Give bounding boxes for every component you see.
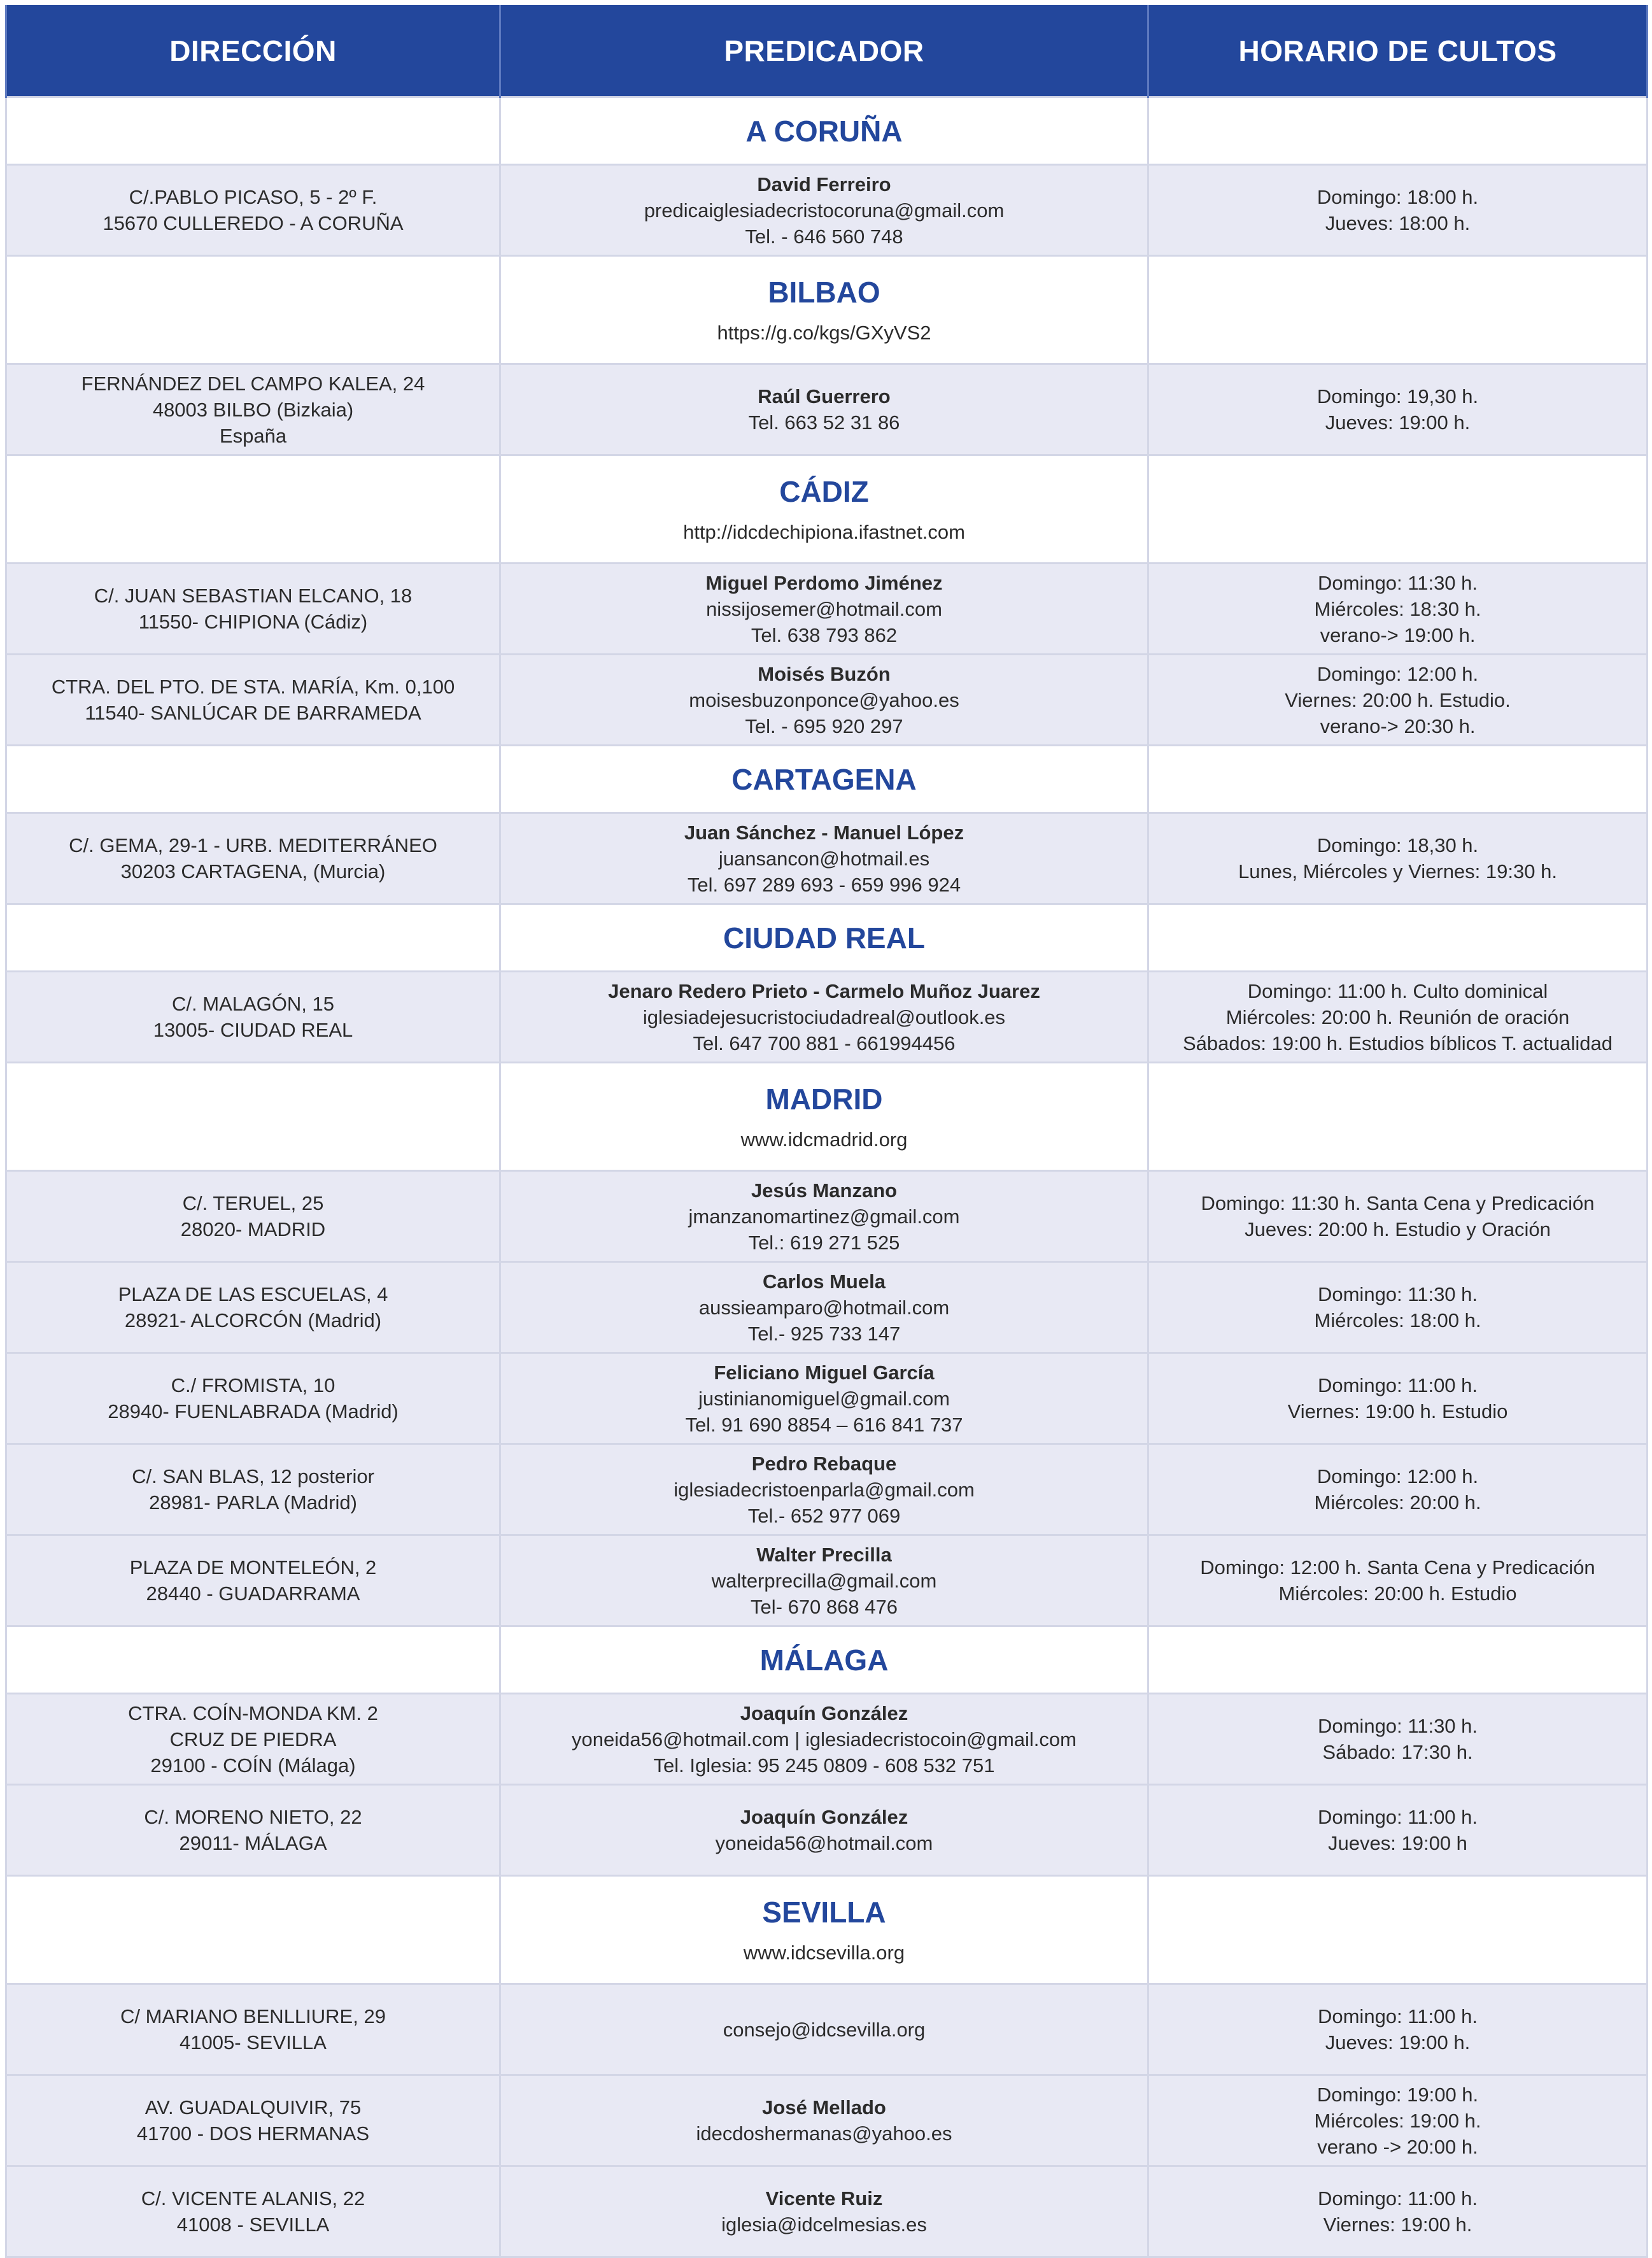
table-row <box>6 1785 1648 1876</box>
schedule-line: Sábado: 17:30 h. <box>1322 1741 1473 1763</box>
preacher-cell <box>500 1262 1148 1353</box>
table-row <box>6 1444 1648 1535</box>
city-row-spacer <box>1148 1626 1648 1694</box>
address-line: 29100 - COÍN (Málaga) <box>150 1754 356 1777</box>
preacher-cell <box>500 813 1148 904</box>
preacher-cell <box>500 1694 1148 1785</box>
address-cell <box>6 1444 500 1535</box>
city-name: CÁDIZ <box>779 474 869 508</box>
schedule-line: Viernes: 20:00 h. Estudio. <box>1285 688 1511 711</box>
table-row <box>6 564 1648 655</box>
city-heading <box>500 1626 1148 1694</box>
preacher-cell <box>500 655 1148 746</box>
address-line: CTRA. COÍN-MONDA KM. 2 <box>128 1701 378 1724</box>
preacher-email[interactable]: walterprecilla@gmail.com <box>711 1569 937 1592</box>
city-name: A CORUÑA <box>745 114 903 148</box>
address-cell <box>6 1785 500 1876</box>
preacher-name: Raúl Guerrero <box>758 385 891 408</box>
preacher-name: Vicente Ruiz <box>765 2187 883 2210</box>
schedule-line: Miércoles: 18:30 h. <box>1314 597 1481 620</box>
preacher-phone: Tel.- 652 977 069 <box>747 1504 901 1527</box>
schedule-line: Jueves: 19:00 h. <box>1325 2031 1471 2054</box>
schedule-cell <box>1148 1444 1648 1535</box>
table-row <box>6 165 1648 256</box>
address-cell <box>6 364 500 455</box>
schedule-line: Lunes, Miércoles y Viernes: 19:30 h. <box>1238 860 1557 883</box>
schedule-line: Domingo: 11:00 h. <box>1317 2005 1478 2027</box>
schedule-cell <box>1148 364 1648 455</box>
address-line: 41008 - SEVILLA <box>176 2213 330 2236</box>
preacher-email[interactable]: justinianomiguel@gmail.com <box>698 1387 950 1410</box>
preacher-name: Joaquín González <box>740 1701 908 1724</box>
schedule-line: Miércoles: 20:00 h. Reunión de oración <box>1225 1005 1570 1028</box>
church-directory <box>5 5 1646 2258</box>
city-heading <box>500 904 1148 972</box>
schedule-line: Jueves: 19:00 h <box>1328 1832 1467 1854</box>
address-cell <box>6 813 500 904</box>
preacher-name: David Ferreiro <box>757 173 891 195</box>
city-row-spacer <box>6 455 500 564</box>
address-line: C/. MORENO NIETO, 22 <box>144 1806 362 1828</box>
header-row <box>6 5 1648 97</box>
schedule-line: verano-> 19:00 h. <box>1320 623 1476 646</box>
schedule-line: Domingo: 12:00 h. <box>1317 662 1479 685</box>
preacher-name: Jesús Manzano <box>751 1179 898 1202</box>
address-line: España <box>219 424 287 447</box>
schedule-cell <box>1148 972 1648 1063</box>
preacher-email[interactable]: iglesiadecristoenparla@gmail.com <box>674 1478 975 1501</box>
schedule-cell <box>1148 165 1648 256</box>
address-line: 28981- PARLA (Madrid) <box>149 1491 357 1514</box>
preacher-cell <box>500 2075 1148 2166</box>
preacher-email[interactable]: aussieamparo@hotmail.com <box>698 1296 950 1319</box>
table-row <box>6 1984 1648 2075</box>
table-row <box>6 655 1648 746</box>
schedule-line: verano-> 20:30 h. <box>1320 714 1476 737</box>
preacher-email[interactable]: idecdoshermanas@yahoo.es <box>696 2122 952 2145</box>
city-heading <box>500 256 1148 364</box>
schedule-line: Domingo: 11:00 h. <box>1317 1374 1478 1396</box>
city-row-spacer <box>6 97 500 165</box>
schedule-line: verano -> 20:00 h. <box>1317 2135 1478 2158</box>
preacher-phone: Tel. Iglesia: 95 245 0809 - 608 532 751 <box>653 1754 995 1777</box>
schedule-cell <box>1148 1785 1648 1876</box>
preacher-cell <box>500 1171 1148 1262</box>
address-line: C./ FROMISTA, 10 <box>171 1374 335 1396</box>
preacher-email[interactable]: jmanzanomartinez@gmail.com <box>688 1205 960 1228</box>
address-line: C/.PABLO PICASO, 5 - 2º F. <box>129 186 378 208</box>
address-line: 41005- SEVILLA <box>180 2031 327 2054</box>
city-row <box>6 1626 1648 1694</box>
table-row <box>6 813 1648 904</box>
city-row-spacer <box>6 1876 500 1984</box>
schedule-cell <box>1148 1171 1648 1262</box>
city-name: MÁLAGA <box>759 1643 889 1677</box>
preacher-phone: Tel. 663 52 31 86 <box>748 411 900 434</box>
preacher-name: José Mellado <box>762 2096 886 2119</box>
schedule-cell <box>1148 564 1648 655</box>
preacher-email[interactable]: iglesiadejesucristociudadreal@outlook.es <box>642 1005 1006 1028</box>
preacher-email[interactable]: iglesia@idcelmesias.es <box>721 2213 927 2236</box>
address-line: 11550- CHIPIONA (Cádiz) <box>138 611 368 633</box>
directory-table <box>5 5 1648 2258</box>
address-line: 48003 BILBO (Bizkaia) <box>152 398 354 421</box>
preacher-cell <box>500 1444 1148 1535</box>
preacher-email[interactable]: consejo@idcsevilla.org <box>723 2018 926 2041</box>
address-line: C/. JUAN SEBASTIAN ELCANO, 18 <box>94 585 413 607</box>
city-row <box>6 455 1648 564</box>
schedule-line: Domingo: 19,30 h. <box>1317 385 1479 408</box>
schedule-line: Domingo: 11:30 h. <box>1317 1283 1478 1305</box>
schedule-cell <box>1148 1694 1648 1785</box>
city-row <box>6 97 1648 165</box>
address-line: C/. VICENTE ALANIS, 22 <box>141 2187 365 2210</box>
schedule-line: Domingo: 12:00 h. Santa Cena y Predicación <box>1200 1556 1595 1579</box>
address-line: C/. MALAGÓN, 15 <box>172 993 334 1015</box>
schedule-cell <box>1148 813 1648 904</box>
preacher-name: Joaquín González <box>740 1806 908 1828</box>
city-row-spacer <box>1148 455 1648 564</box>
schedule-line: Domingo: 12:00 h. <box>1317 1465 1479 1488</box>
city-heading <box>500 746 1148 813</box>
city-row-spacer <box>1148 97 1648 165</box>
table-row <box>6 1353 1648 1444</box>
address-line: 15670 CULLEREDO - A CORUÑA <box>102 212 404 234</box>
table-row <box>6 1694 1648 1785</box>
address-cell <box>6 1984 500 2075</box>
preacher-phone: Tel. - 695 920 297 <box>745 714 903 737</box>
address-cell <box>6 1353 500 1444</box>
address-line: 29011- MÁLAGA <box>179 1832 327 1854</box>
address-line: 11540- SANLÚCAR DE BARRAMEDA <box>85 702 421 724</box>
preacher-cell <box>500 1353 1148 1444</box>
preacher-email[interactable]: nissijosemer@hotmail.com <box>706 597 942 620</box>
address-line: 41700 - DOS HERMANAS <box>136 2122 370 2145</box>
schedule-cell <box>1148 1353 1648 1444</box>
city-website-link[interactable]: www.idcmadrid.org <box>740 1128 908 1151</box>
schedule-line: Domingo: 18,30 h. <box>1317 834 1479 856</box>
city-name: SEVILLA <box>762 1895 886 1929</box>
table-row <box>6 364 1648 455</box>
city-row-spacer <box>6 1626 500 1694</box>
address-line: 28940- FUENLABRADA (Madrid) <box>108 1400 399 1423</box>
preacher-email[interactable]: predicaiglesiadecristocoruna@gmail.com <box>644 199 1005 222</box>
header-schedule: HORARIO DE CULTOS <box>1148 5 1648 97</box>
preacher-name: Feliciano Miguel García <box>714 1361 935 1384</box>
city-row-spacer <box>1148 256 1648 364</box>
city-row-spacer <box>6 746 500 813</box>
preacher-phone: Tel. - 646 560 748 <box>745 225 903 248</box>
city-row-spacer <box>6 904 500 972</box>
preacher-name: Pedro Rebaque <box>751 1452 897 1475</box>
preacher-cell <box>500 1785 1148 1876</box>
schedule-line: Miércoles: 20:00 h. <box>1314 1491 1481 1514</box>
address-line: CRUZ DE PIEDRA <box>169 1728 337 1750</box>
address-line: 28921- ALCORCÓN (Madrid) <box>124 1309 382 1331</box>
schedule-line: Viernes: 19:00 h. Estudio <box>1287 1400 1508 1423</box>
schedule-line: Domingo: 11:30 h. <box>1317 1715 1478 1737</box>
city-row-spacer <box>1148 904 1648 972</box>
city-name: CIUDAD REAL <box>723 921 925 955</box>
directory-body <box>6 97 1648 2257</box>
address-cell <box>6 972 500 1063</box>
preacher-phone: Tel.- 925 733 147 <box>747 1322 901 1345</box>
preacher-phone: Tel- 670 868 476 <box>751 1595 898 1618</box>
header-address: DIRECCIÓN <box>6 5 500 97</box>
schedule-cell <box>1148 1262 1648 1353</box>
preacher-cell <box>500 165 1148 256</box>
address-cell <box>6 655 500 746</box>
address-cell <box>6 1262 500 1353</box>
address-line: CTRA. DEL PTO. DE STA. MARÍA, Km. 0,100 <box>51 676 455 698</box>
city-row-spacer <box>1148 746 1648 813</box>
preacher-phone: Tel. 638 793 862 <box>751 623 898 646</box>
schedule-line: Viernes: 19:00 h. <box>1323 2213 1472 2236</box>
preacher-name: Jenaro Redero Prieto - Carmelo Muñoz Juarez <box>608 979 1040 1002</box>
city-heading <box>500 1063 1148 1171</box>
preacher-phone: Tel.: 619 271 525 <box>748 1231 900 1254</box>
city-row <box>6 256 1648 364</box>
address-cell <box>6 1535 500 1626</box>
city-website-link[interactable]: www.idcsevilla.org <box>743 1941 905 1964</box>
address-cell <box>6 2075 500 2166</box>
schedule-line: Domingo: 11:00 h. <box>1317 2187 1478 2210</box>
preacher-phone: Tel. 91 690 8854 – 616 841 737 <box>685 1413 963 1436</box>
address-line: AV. GUADALQUIVIR, 75 <box>145 2096 362 2119</box>
city-row-spacer <box>1148 1876 1648 1984</box>
city-heading <box>500 455 1148 564</box>
address-line: 30203 CARTAGENA, (Murcia) <box>120 860 386 883</box>
schedule-line: Miércoles: 20:00 h. Estudio <box>1278 1582 1517 1605</box>
address-line: C/. GEMA, 29-1 - URB. MEDITERRÁNEO <box>69 834 437 856</box>
address-line: FERNÁNDEZ DEL CAMPO KALEA, 24 <box>81 372 425 395</box>
city-heading <box>500 1876 1148 1984</box>
address-line: 28020- MADRID <box>180 1218 326 1240</box>
preacher-email[interactable]: yoneida56@hotmail.com | iglesiadecristocoin@gmail.com <box>572 1728 1077 1750</box>
address-line: C/. TERUEL, 25 <box>182 1192 324 1214</box>
schedule-line: Jueves: 19:00 h. <box>1325 411 1471 434</box>
preacher-cell <box>500 2166 1148 2257</box>
schedule-line: Domingo: 11:30 h. Santa Cena y Predicación <box>1201 1192 1595 1214</box>
address-line: 13005- CIUDAD REAL <box>153 1019 353 1041</box>
city-row-spacer <box>6 256 500 364</box>
table-row <box>6 1535 1648 1626</box>
schedule-cell <box>1148 2075 1648 2166</box>
preacher-cell <box>500 364 1148 455</box>
schedule-line: Domingo: 18:00 h. <box>1317 186 1479 208</box>
city-website-link[interactable]: https://g.co/kgs/GXyVS2 <box>717 321 931 344</box>
preacher-email[interactable]: juansancon@hotmail.es <box>718 847 930 870</box>
city-row <box>6 904 1648 972</box>
address-cell <box>6 2166 500 2257</box>
address-cell <box>6 165 500 256</box>
header-preacher: PREDICADOR <box>500 5 1148 97</box>
preacher-phone: Tel. 697 289 693 - 659 996 924 <box>687 873 961 896</box>
address-line: C/. SAN BLAS, 12 posterior <box>132 1465 374 1488</box>
preacher-name: Walter Precilla <box>756 1543 892 1566</box>
schedule-line: Domingo: 11:00 h. <box>1317 1806 1478 1828</box>
preacher-cell <box>500 1535 1148 1626</box>
address-line: C/ MARIANO BENLLIURE, 29 <box>120 2005 386 2027</box>
preacher-name: Miguel Perdomo Jiménez <box>705 571 943 594</box>
city-row <box>6 1063 1648 1171</box>
schedule-line: Miércoles: 18:00 h. <box>1314 1309 1481 1331</box>
address-cell <box>6 1694 500 1785</box>
city-heading <box>500 97 1148 165</box>
table-row <box>6 1262 1648 1353</box>
city-row <box>6 746 1648 813</box>
preacher-email[interactable]: moisesbuzonponce@yahoo.es <box>689 688 959 711</box>
schedule-line: Domingo: 11:00 h. Culto dominical <box>1247 979 1548 1002</box>
schedule-cell <box>1148 1535 1648 1626</box>
schedule-cell <box>1148 1984 1648 2075</box>
preacher-name: Moisés Buzón <box>758 662 891 685</box>
schedule-line: Jueves: 18:00 h. <box>1325 212 1471 234</box>
table-row <box>6 972 1648 1063</box>
city-row <box>6 1876 1648 1984</box>
address-cell <box>6 1171 500 1262</box>
preacher-email[interactable]: yoneida56@hotmail.com <box>715 1832 933 1854</box>
city-row-spacer <box>1148 1063 1648 1171</box>
preacher-name: Carlos Muela <box>763 1270 886 1293</box>
table-row <box>6 2075 1648 2166</box>
city-row-spacer <box>6 1063 500 1171</box>
table-row <box>6 2166 1648 2257</box>
preacher-cell <box>500 972 1148 1063</box>
schedule-line: Domingo: 11:30 h. <box>1317 571 1478 594</box>
address-line: PLAZA DE MONTELEÓN, 2 <box>129 1556 377 1579</box>
address-line: 28440 - GUADARRAMA <box>146 1582 360 1605</box>
city-name: MADRID <box>765 1082 883 1116</box>
schedule-line: Sábados: 19:00 h. Estudios bíblicos T. actualidad <box>1183 1032 1613 1054</box>
city-name: BILBAO <box>768 275 880 309</box>
schedule-line: Domingo: 19:00 h. <box>1317 2083 1479 2106</box>
city-name: CARTAGENA <box>731 762 917 796</box>
preacher-cell <box>500 1984 1148 2075</box>
schedule-cell <box>1148 655 1648 746</box>
schedule-line: Miércoles: 19:00 h. <box>1314 2109 1481 2132</box>
address-cell <box>6 564 500 655</box>
preacher-cell <box>500 564 1148 655</box>
city-website-link[interactable]: http://idcdechipiona.ifastnet.com <box>683 520 965 543</box>
address-line: PLAZA DE LAS ESCUELAS, 4 <box>118 1283 388 1305</box>
preacher-name: Juan Sánchez - Manuel López <box>684 821 964 844</box>
table-row <box>6 1171 1648 1262</box>
schedule-line: Jueves: 20:00 h. Estudio y Oración <box>1245 1218 1551 1240</box>
preacher-phone: Tel. 647 700 881 - 661994456 <box>693 1032 956 1054</box>
schedule-cell <box>1148 2166 1648 2257</box>
